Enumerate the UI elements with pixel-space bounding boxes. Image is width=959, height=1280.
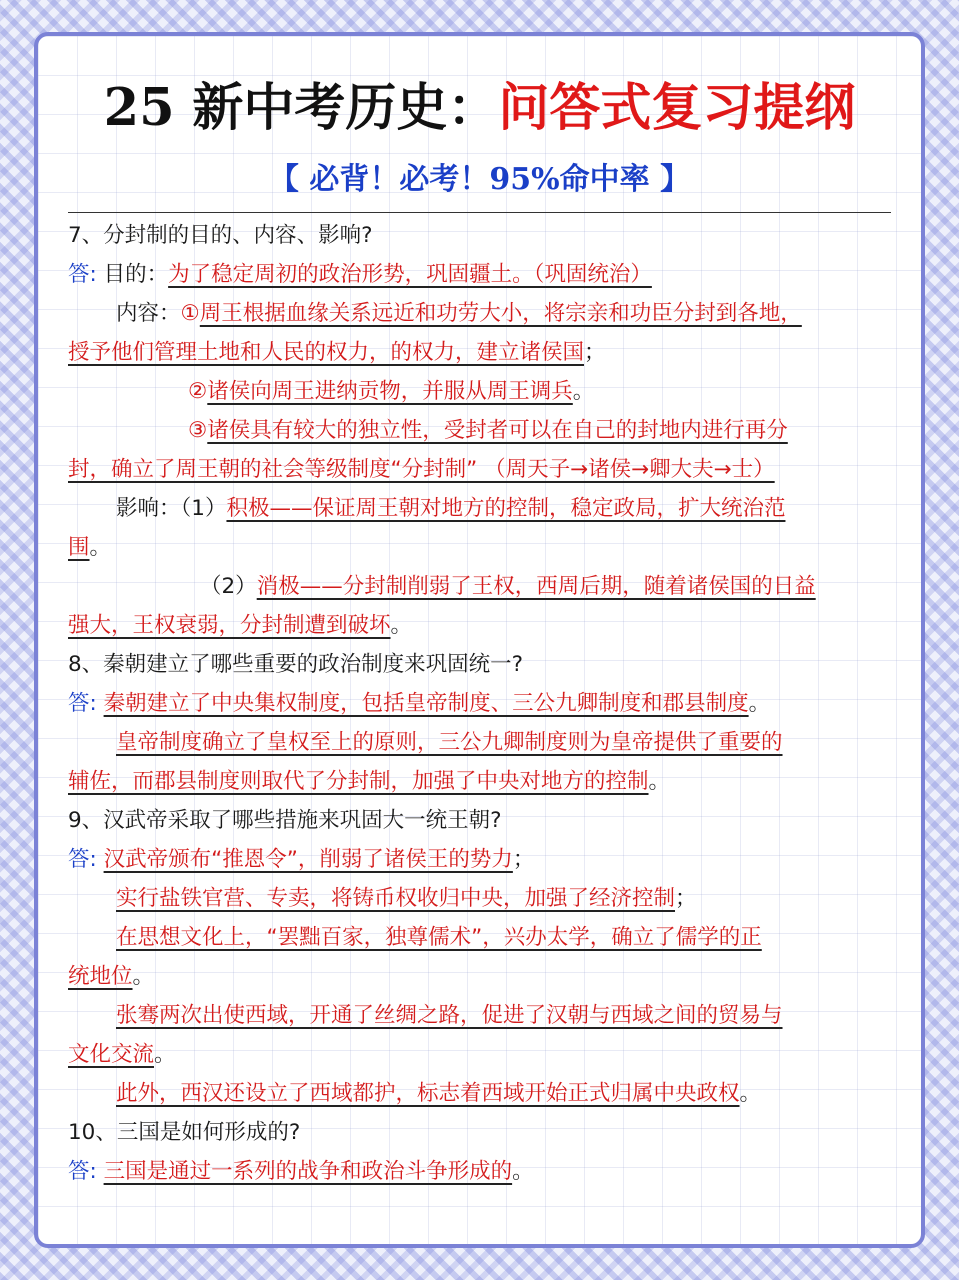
q8-answer-line-2: 皇帝制度确立了皇权至上的原则，三公九卿制度则为皇帝提供了重要的: [116, 730, 783, 755]
question-9: 9、汉武帝采取了哪些措施来巩固大一统王朝?: [68, 808, 502, 833]
q10-answer-line-1: 答: 三国是通过一系列的战争和政治斗争形成的。: [68, 1159, 534, 1184]
q7-content-line-4: ③诸侯具有较大的独立性，受封者可以在自己的封地内进行再分: [188, 418, 788, 443]
outline-content: [68, 216, 898, 1191]
q9-answer-line-5: 张骞两次出使西域，开通了丝绸之路，促进了汉朝与西域之间的贸易与: [116, 1003, 783, 1028]
q7-effect-line-4: 强大，王权衰弱，分封制遭到破坏。: [68, 613, 413, 638]
question-8: 8、秦朝建立了哪些重要的政治制度来巩固统一?: [68, 652, 524, 677]
q7-effect-line-1: 影响：（1）积极——保证周王朝对地方的控制，稳定政局，扩大统治范: [116, 496, 786, 521]
q9-answer-line-3: 在思想文化上，“罢黜百家，独尊儒术”，兴办太学，确立了儒学的正: [116, 925, 762, 950]
q7-effect-line-2: 围。: [68, 535, 112, 560]
question-10: 10、三国是如何形成的?: [68, 1120, 301, 1145]
q8-answer-line-1: 答: 秦朝建立了中央集权制度，包括皇帝制度、三公九卿制度和郡县制度。: [68, 691, 771, 716]
q7-content-line-1: 内容：①周王根据血缘关系远近和功劳大小，将宗亲和功臣分封到各地，: [116, 301, 802, 326]
q7-purpose-line: 答: 目的：为了稳定周初的政治形势，巩固疆土。（巩固统治）: [68, 262, 652, 287]
outline-card: [34, 32, 925, 1248]
q7-effect-line-3: （2）消极——分封制削弱了王权，西周后期，随着诸侯国的日益: [200, 574, 816, 599]
q9-answer-line-7: 此外，西汉还设立了西域都护，标志着西域开始正式归属中央政权。: [116, 1081, 762, 1106]
page-title: [38, 76, 921, 140]
q7-content-line-5: 封，确立了周王朝的社会等级制度“分封制” （周天子→诸侯→卿大夫→士）: [68, 457, 775, 482]
title-red-part: 问答式复习提纲: [498, 78, 856, 138]
header-divider: [68, 212, 891, 213]
q7-content-line-3: ②诸侯向周王进纳贡物，并服从周王调兵。: [188, 379, 595, 404]
answer-label: 答:: [68, 262, 97, 287]
q9-answer-line-6: 文化交流。: [68, 1042, 176, 1067]
q7-content-line-2: 授予他们管理土地和人民的权力，的权力，建立诸侯国；: [68, 340, 606, 365]
title-black-part: 25 新中考历史：: [103, 78, 499, 138]
q8-answer-line-3: 辅佐，而郡县制度则取代了分封制，加强了中央对地方的控制。: [68, 769, 671, 794]
q9-answer-line-4: 统地位。: [68, 964, 155, 989]
answer-label: 答:: [68, 847, 97, 872]
question-7: 7、分封制的目的、内容、影响?: [68, 223, 373, 248]
q9-answer-line-1: 答: 汉武帝颁布“推恩令”，削弱了诸侯王的势力；: [68, 847, 535, 872]
answer-label: 答:: [68, 1159, 97, 1184]
page-subtitle: 【 必背！必考！95%命中率 】: [268, 162, 691, 197]
answer-label: 答:: [68, 691, 97, 716]
q9-answer-line-2: 实行盐铁官营、专卖，将铸币权收归中央，加强了经济控制；: [116, 886, 697, 911]
